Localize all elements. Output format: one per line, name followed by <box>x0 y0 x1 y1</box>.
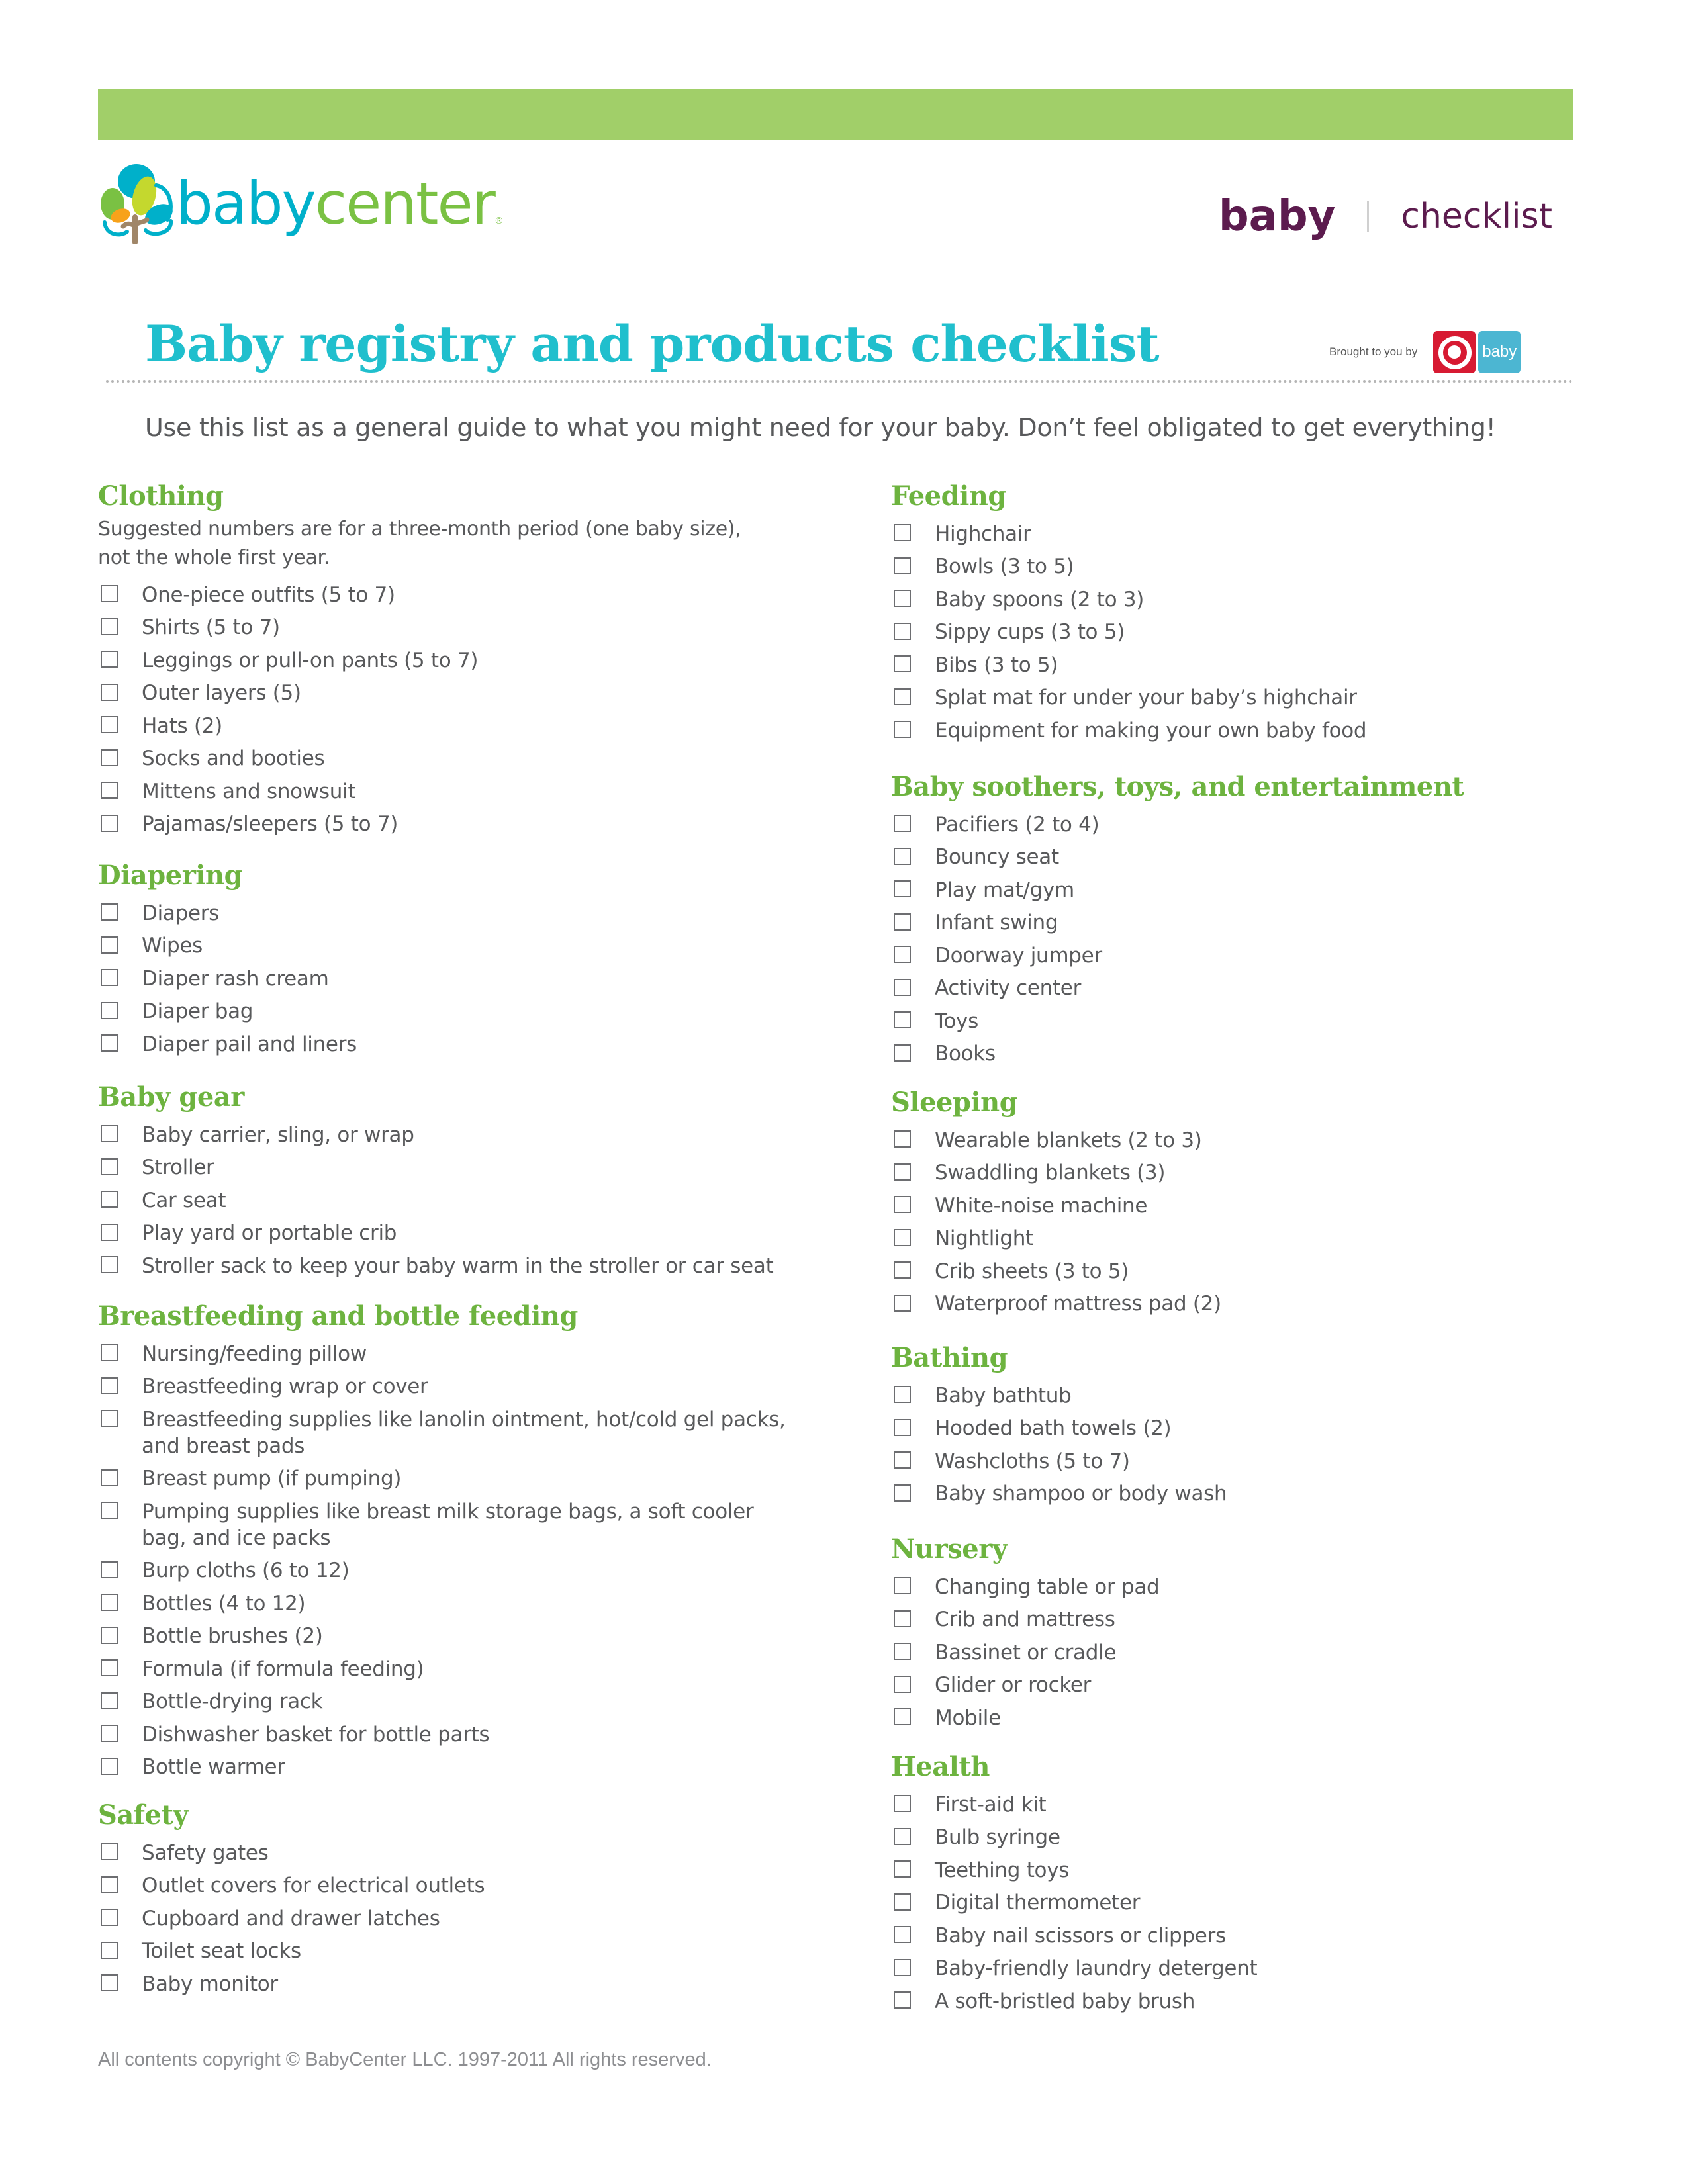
checklist-item[interactable]: Baby nail scissors or clippers <box>891 1919 1257 1952</box>
document-category <box>1219 187 1552 246</box>
section-note: Suggested numbers are for a three-month period (one baby size), not the whole first year. <box>98 518 741 569</box>
checklist-item[interactable]: Breastfeeding wrap or cover <box>98 1371 786 1404</box>
checkbox[interactable] <box>894 913 911 931</box>
sponsor-badge: baby <box>1478 331 1521 373</box>
checkbox[interactable] <box>101 1561 118 1578</box>
checklist <box>891 808 1464 1070</box>
checklist-item[interactable]: White-noise machine <box>891 1189 1221 1222</box>
checkbox[interactable] <box>101 1843 118 1860</box>
checklist-item[interactable]: Mobile <box>891 1702 1159 1735</box>
checklist-item[interactable]: Bottles (4 to 12) <box>98 1587 786 1620</box>
babycenter-logo <box>98 161 502 244</box>
checkbox[interactable] <box>894 1959 911 1976</box>
checklist-item[interactable]: Cupboard and drawer latches <box>98 1902 786 1935</box>
section-baby-gear <box>98 1079 786 1283</box>
checklist-item[interactable]: Highchair <box>891 518 1366 551</box>
checkbox[interactable] <box>894 1261 911 1279</box>
checklist-item[interactable]: Pajamas/sleepers (5 to 7) <box>98 808 786 841</box>
divider <box>1367 201 1369 232</box>
sponsor-text: Brought to you by <box>1329 345 1418 358</box>
checklist-item[interactable]: Crib sheets (3 to 5) <box>891 1255 1221 1288</box>
section-soothers-toys <box>891 768 1464 1070</box>
type-label: checklist <box>1401 197 1552 236</box>
checklist <box>98 1118 786 1283</box>
checklist-item[interactable]: Dishwasher basket for bottle parts <box>98 1718 786 1751</box>
checkbox[interactable] <box>894 1419 911 1436</box>
checkbox[interactable] <box>101 1974 118 1991</box>
checkbox[interactable] <box>101 1627 118 1644</box>
checkbox[interactable] <box>101 684 118 701</box>
checkbox[interactable] <box>894 1295 911 1312</box>
section-diapering <box>98 857 786 1061</box>
checkbox[interactable] <box>101 1502 118 1519</box>
checklist-item[interactable]: Mittens and snowsuit <box>98 775 786 808</box>
checkbox[interactable] <box>894 1130 911 1148</box>
checklist-item[interactable]: Outlet covers for electrical outlets <box>98 1870 786 1903</box>
checklist-item[interactable]: Splat mat for under your baby’s highchair <box>891 682 1366 715</box>
checkbox[interactable] <box>101 1034 118 1052</box>
checklist-item[interactable]: Books <box>891 1038 1464 1071</box>
checkbox[interactable] <box>894 979 911 996</box>
section-heading: Safety <box>98 1799 189 1831</box>
checklist-item[interactable]: Bowls (3 to 5) <box>891 551 1366 584</box>
checklist-item[interactable]: Swaddling blankets (3) <box>891 1157 1221 1190</box>
checklist-item[interactable]: Nursing/feeding pillow <box>98 1338 786 1371</box>
checkbox[interactable] <box>101 1344 118 1361</box>
checkbox[interactable] <box>101 936 118 954</box>
checkbox[interactable] <box>894 880 911 897</box>
section-health <box>891 1749 1257 2018</box>
section-heading: Bathing <box>891 1342 1008 1373</box>
checkbox[interactable] <box>894 1860 911 1878</box>
checkbox[interactable] <box>101 903 118 921</box>
checkbox[interactable] <box>101 1125 118 1142</box>
checklist-item[interactable]: Equipment for making your own baby food <box>891 714 1366 747</box>
checklist-item[interactable]: One-piece outfits (5 to 7) <box>98 578 786 612</box>
checkbox[interactable] <box>101 1692 118 1709</box>
section-heading: Feeding <box>891 480 1006 512</box>
checklist-item[interactable]: First-aid kit <box>891 1788 1257 1821</box>
checkbox[interactable] <box>101 1659 118 1676</box>
checklist-item[interactable]: Pacifiers (2 to 4) <box>891 808 1464 841</box>
checkbox[interactable] <box>101 969 118 986</box>
checklist-item[interactable]: Nightlight <box>891 1222 1221 1255</box>
checkbox[interactable] <box>894 1795 911 1812</box>
checklist-item[interactable]: Doorway jumper <box>891 939 1464 972</box>
checkbox[interactable] <box>894 1828 911 1845</box>
checklist <box>891 1570 1159 1735</box>
checklist-item[interactable]: A soft-bristled baby brush <box>891 1985 1257 2018</box>
section-heading: Health <box>891 1751 990 1782</box>
intro-text: Use this list as a general guide to what you might need for your baby. Don’t feel obligated to get everything! <box>145 413 1496 442</box>
checkbox[interactable] <box>894 1451 911 1469</box>
checkbox[interactable] <box>894 590 911 607</box>
tree-logo-icon <box>98 161 176 244</box>
section-bathing <box>891 1340 1227 1510</box>
checklist-item[interactable]: Formula (if formula feeding) <box>98 1653 786 1686</box>
checklist-item[interactable]: Hats (2) <box>98 709 786 743</box>
checkbox[interactable] <box>101 1377 118 1394</box>
checkbox[interactable] <box>101 1191 118 1208</box>
checkbox[interactable] <box>894 1577 911 1594</box>
checklist-item[interactable]: Baby carrier, sling, or wrap <box>98 1118 786 1152</box>
checkbox[interactable] <box>101 782 118 799</box>
section-heading: Clothing <box>98 480 224 512</box>
checklist-item[interactable]: Activity center <box>891 972 1464 1005</box>
checklist-item[interactable]: Toilet seat locks <box>98 1935 786 1968</box>
section-heading: Baby soothers, toys, and entertainment <box>891 771 1464 802</box>
checklist-item[interactable]: Waterproof mattress pad (2) <box>891 1288 1221 1321</box>
checklist-item[interactable]: Infant swing <box>891 907 1464 940</box>
checkbox[interactable] <box>894 1163 911 1181</box>
checklist-item[interactable]: Stroller <box>98 1152 786 1185</box>
checklist-item[interactable]: Bassinet or cradle <box>891 1636 1159 1669</box>
checklist-item[interactable]: Bibs (3 to 5) <box>891 649 1366 682</box>
checkbox[interactable] <box>101 1410 118 1427</box>
checklist <box>891 1788 1257 2018</box>
section-heading: Nursery <box>891 1533 1008 1565</box>
checkbox[interactable] <box>101 651 118 668</box>
checklist <box>891 1379 1227 1510</box>
checklist-item[interactable]: Socks and booties <box>98 743 786 776</box>
target-bullseye-icon <box>1433 331 1476 373</box>
checklist-item[interactable]: Toys <box>891 1005 1464 1038</box>
section-nursery <box>891 1531 1159 1735</box>
checklist-item[interactable]: Diaper rash cream <box>98 962 786 995</box>
checklist-item[interactable]: Glider or rocker <box>891 1669 1159 1702</box>
checkbox[interactable] <box>101 1909 118 1926</box>
sponsor-block <box>1329 331 1521 373</box>
checklist-item[interactable]: Changing table or pad <box>891 1570 1159 1604</box>
checklist-item[interactable]: Leggings or pull-on pants (5 to 7) <box>98 644 786 677</box>
checkbox[interactable] <box>101 1725 118 1742</box>
checklist-item[interactable]: Teething toys <box>891 1854 1257 1887</box>
checkbox[interactable] <box>101 1876 118 1893</box>
checklist-item[interactable]: Breast pump (if pumping) <box>98 1463 786 1496</box>
checkbox[interactable] <box>894 1011 911 1028</box>
checklist <box>98 578 786 841</box>
checklist-item[interactable]: Bottle brushes (2) <box>98 1620 786 1653</box>
checklist-item[interactable]: Hooded bath towels (2) <box>891 1412 1227 1445</box>
checklist-item[interactable]: Bottle warmer <box>98 1751 786 1784</box>
checklist-item[interactable]: Sippy cups (3 to 5) <box>891 616 1366 649</box>
checklist-item[interactable]: Diaper pail and liners <box>98 1028 786 1061</box>
section-breastfeeding <box>98 1298 786 1784</box>
checklist <box>98 1837 786 2001</box>
checkbox[interactable] <box>894 1229 911 1246</box>
checkbox[interactable] <box>101 1942 118 1959</box>
checkbox[interactable] <box>894 1676 911 1693</box>
checkbox[interactable] <box>894 1386 911 1403</box>
checklist-item[interactable]: Baby shampoo or body wash <box>891 1478 1227 1511</box>
checkbox[interactable] <box>894 1196 911 1213</box>
checklist-item[interactable]: Stroller sack to keep your baby warm in the stroller or car seat <box>98 1250 786 1283</box>
checklist-item[interactable]: Baby spoons (2 to 3) <box>891 583 1366 616</box>
brand-word-baby: baby <box>176 169 315 238</box>
checkbox[interactable] <box>894 1708 911 1725</box>
checkbox[interactable] <box>101 1594 118 1611</box>
checklist <box>98 897 786 1061</box>
checkbox[interactable] <box>101 1469 118 1486</box>
checkbox[interactable] <box>101 1158 118 1175</box>
page-title: Baby registry and products checklist <box>145 314 1159 373</box>
checklist <box>98 1338 786 1784</box>
checkbox[interactable] <box>894 1926 911 1943</box>
checkbox[interactable] <box>894 524 911 541</box>
header-color-bar <box>98 89 1573 140</box>
checkbox[interactable] <box>101 618 118 635</box>
checkbox[interactable] <box>101 815 118 832</box>
dotted-divider <box>106 380 1573 383</box>
checklist-item[interactable]: Pumping supplies like breast milk storage bags, a soft cooler bag, and ice packs <box>98 1495 786 1555</box>
checkbox[interactable] <box>894 557 911 574</box>
checklist-item[interactable]: Bulb syringe <box>891 1821 1257 1854</box>
checkbox[interactable] <box>894 688 911 705</box>
checklist-item[interactable]: Baby bathtub <box>891 1379 1227 1412</box>
checkbox[interactable] <box>894 815 911 832</box>
section-heading: Diapering <box>98 860 243 891</box>
checkbox[interactable] <box>894 655 911 672</box>
checklist-item[interactable]: Diapers <box>98 897 786 930</box>
checklist-item[interactable]: Baby-friendly laundry detergent <box>891 1952 1257 1985</box>
checklist-item[interactable]: Play mat/gym <box>891 874 1464 907</box>
checkbox[interactable] <box>101 1758 118 1775</box>
checklist-item[interactable]: Play yard or portable crib <box>98 1217 786 1250</box>
checklist-item[interactable]: Burp cloths (6 to 12) <box>98 1555 786 1588</box>
registered-mark: ® <box>494 216 502 226</box>
section-clothing <box>98 478 786 841</box>
checkbox[interactable] <box>894 1893 911 1911</box>
checkbox[interactable] <box>894 1991 911 2009</box>
checkbox[interactable] <box>101 1002 118 1019</box>
checklist-item[interactable]: Digital thermometer <box>891 1887 1257 1920</box>
checkbox[interactable] <box>894 1610 911 1627</box>
section-heading: Sleeping <box>891 1087 1018 1118</box>
checklist-item[interactable]: Wipes <box>98 930 786 963</box>
checkbox[interactable] <box>101 749 118 766</box>
checkbox[interactable] <box>894 721 911 738</box>
checkbox[interactable] <box>894 1044 911 1062</box>
checklist-item[interactable]: Washcloths (5 to 7) <box>891 1445 1227 1478</box>
checkbox[interactable] <box>894 623 911 640</box>
checkbox[interactable] <box>101 1256 118 1273</box>
checklist-item[interactable]: Bouncy seat <box>891 841 1464 874</box>
checkbox[interactable] <box>101 1224 118 1241</box>
checkbox[interactable] <box>101 585 118 602</box>
checklist-item[interactable]: Wearable blankets (2 to 3) <box>891 1124 1221 1157</box>
copyright-footer: All contents copyright © BabyCenter LLC. 1997-2011 All rights reserved. <box>98 2049 712 2070</box>
section-heading: Baby gear <box>98 1081 244 1113</box>
checklist <box>891 1124 1221 1320</box>
section-safety <box>98 1797 786 2001</box>
checklist-item[interactable]: Crib and mattress <box>891 1604 1159 1637</box>
checkbox[interactable] <box>894 1643 911 1660</box>
checkbox[interactable] <box>894 946 911 963</box>
category-label: baby <box>1218 192 1336 241</box>
checklist <box>891 518 1366 747</box>
checkbox[interactable] <box>894 848 911 865</box>
checkbox[interactable] <box>101 716 118 733</box>
brand-word-center: center <box>314 169 494 238</box>
checklist-item[interactable]: Outer layers (5) <box>98 677 786 710</box>
brand-wordmark <box>176 171 502 254</box>
checklist-item[interactable]: Bottle-drying rack <box>98 1686 786 1719</box>
section-feeding <box>891 478 1366 747</box>
checklist-item[interactable]: Car seat <box>98 1184 786 1217</box>
checklist-item[interactable]: Shirts (5 to 7) <box>98 612 786 645</box>
section-heading: Breastfeeding and bottle feeding <box>98 1300 578 1332</box>
checklist-item[interactable]: Baby monitor <box>98 1968 786 2001</box>
checkbox[interactable] <box>894 1484 911 1502</box>
checklist-item[interactable]: Diaper bag <box>98 995 786 1028</box>
checklist-item[interactable]: Safety gates <box>98 1837 786 1870</box>
section-sleeping <box>891 1084 1221 1320</box>
checklist-item[interactable]: Breastfeeding supplies like lanolin ointment, hot/cold gel packs, and breast pads <box>98 1403 786 1463</box>
